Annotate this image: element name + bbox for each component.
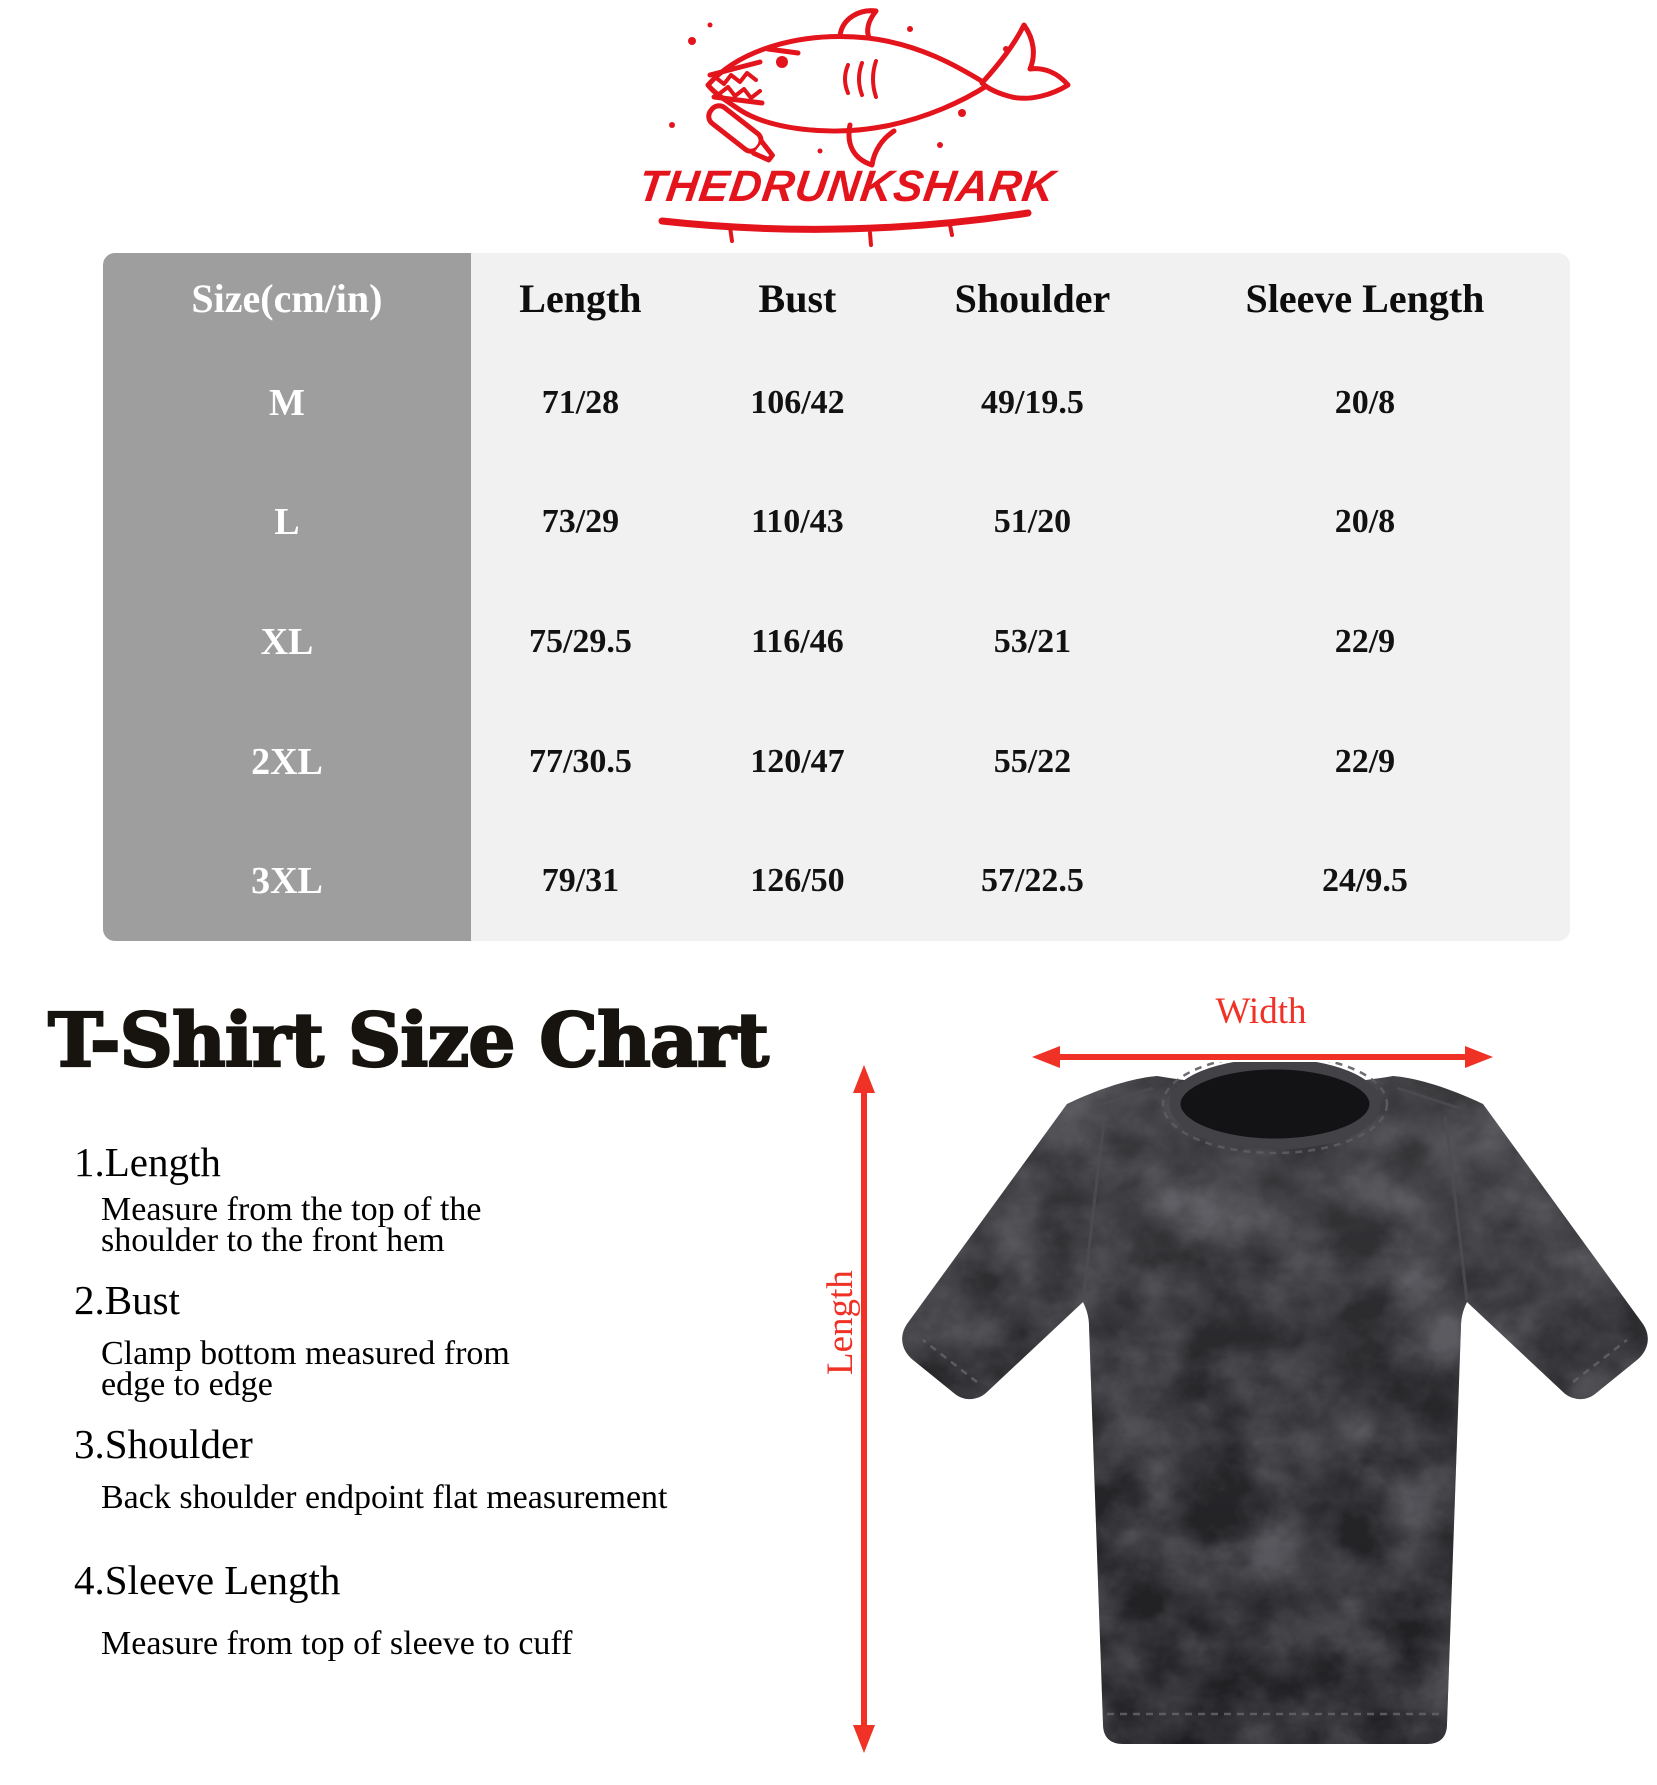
value-bust: 120/47 [750,742,845,780]
value-shoulder: 53/21 [993,622,1072,660]
value-shoulder: 51/20 [993,503,1072,541]
value-sleeve: 24/9.5 [1321,862,1408,900]
value-sleeve: 22/9 [1334,622,1396,660]
value-length: 79/31 [541,862,620,900]
value-shoulder: 55/22 [993,742,1072,780]
table-row-l [103,463,1570,583]
size-label: M [269,381,305,424]
instruction-heading-sleeve-length: 4.Sleeve Length [74,1557,341,1603]
logo-underline-swoosh [662,213,1028,229]
header-shoulder: Shoulder [954,275,1111,321]
instruction-heading-shoulder: 3.Shoulder [74,1421,253,1467]
table-header-row [103,253,1570,343]
shark-illustration [669,11,1068,165]
table-row-3xl [103,821,1570,941]
instruction-body-shoulder: Back shoulder endpoint flat measurement [101,1479,668,1516]
instruction-body-bust: Clamp bottom measured from edge to edge [101,1335,510,1403]
value-bust: 116/46 [751,622,844,660]
table-row-xl [103,582,1570,702]
size-label: L [274,501,300,544]
value-length: 77/30.5 [528,742,632,780]
value-shoulder: 49/19.5 [980,383,1084,421]
value-sleeve: 20/8 [1334,383,1396,421]
width-arrow [1030,1042,1495,1072]
value-bust: 110/43 [751,503,844,541]
instruction-body-length: Measure from the top of the shoulder to the front hem [101,1191,482,1259]
instruction-body-sleeve-length: Measure from top of sleeve to cuff [101,1625,573,1662]
header-sleeve-length: Sleeve Length [1245,275,1485,321]
brand-name: THEDRUNKSHARK [635,162,1059,211]
value-sleeve: 22/9 [1334,742,1396,780]
tshirt-acid-wash-texture [902,1076,1648,1744]
size-label: 2XL [251,740,323,783]
instruction-heading-bust: 2.Bust [74,1277,180,1323]
value-shoulder: 57/22.5 [980,862,1084,900]
table-row-2xl [103,702,1570,822]
value-length: 73/29 [541,503,620,541]
tshirt-image [895,1062,1655,1762]
size-table [103,253,1570,941]
value-bust: 106/42 [750,383,845,421]
size-label: 3XL [251,860,323,903]
value-bust: 126/50 [750,862,845,900]
page-title: T-Shirt Size Chart [48,998,769,1084]
table-row-m [103,343,1570,463]
length-arrow [845,1063,885,1755]
value-sleeve: 20/8 [1334,503,1396,541]
header-length: Length [519,275,642,321]
length-label: Length [820,1270,861,1375]
brand-logo [610,5,1080,250]
header-size-unit: Size(cm/in) [191,275,383,321]
instruction-heading-length: 1.Length [74,1139,221,1185]
width-label: Width [1215,991,1307,1032]
header-bust: Bust [758,275,837,321]
size-label: XL [260,620,314,663]
value-length: 75/29.5 [528,622,632,660]
value-length: 71/28 [541,383,620,421]
